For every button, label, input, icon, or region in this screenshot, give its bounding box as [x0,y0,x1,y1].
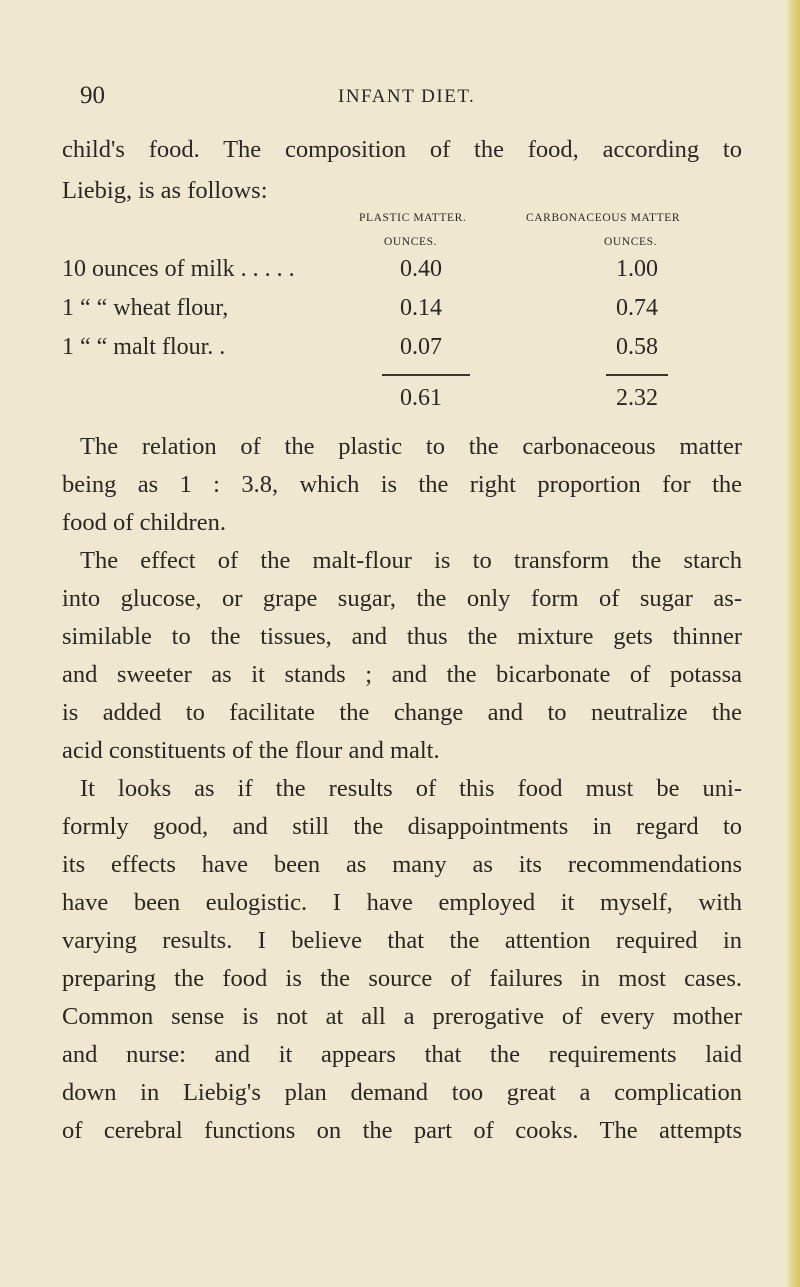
body-line: It looks as if the results of this food must be uni- [80,775,742,802]
table-total-carbonaceous: 2.32 [616,385,658,411]
table-cell-carbonaceous: 0.74 [616,295,658,321]
body-line: food of children. [62,509,226,536]
body-line: of cerebral functions on the part of cooks. The attempts [62,1117,742,1144]
table-cell-carbonaceous: 0.58 [616,334,658,360]
table-row-label: 1 “ “ malt flour. . [62,334,226,360]
table-cell-plastic: 0.07 [400,334,442,360]
column-heading-carbonaceous: CARBONACEOUS MATTER [526,212,681,224]
body-line: The relation of the plastic to the carbonaceous matter [80,433,742,460]
total-rule-plastic [382,374,470,376]
body-line: acid constituents of the flour and malt. [62,737,440,764]
body-line: similable to the tissues, and thus the mixture gets thinner [62,623,742,650]
body-line: formly good, and still the disappointments in regard to [62,813,742,840]
running-head [80,82,740,112]
column-unit-plastic: OUNCES. [384,236,438,248]
body-line: Common sense is not at all a prerogative of every mother [62,1003,742,1030]
body-line: being as 1 : 3.8, which is the right proportion for the [62,471,742,498]
page-number: 90 [80,82,105,109]
body-line: preparing the food is the source of failures in most cases. [62,965,742,992]
table-row-label: 1 “ “ wheat flour, [62,295,229,321]
body-line: have been eulogistic. I have employed it myself, with [62,889,742,916]
body-line: its effects have been as many as its recommendations [62,851,742,878]
total-rule-carbonaceous [606,374,668,376]
page-header-title: INFANT DIET. [338,86,476,107]
body-line: and nurse: and it appears that the requirements laid [62,1041,742,1068]
table-cell-plastic: 0.14 [400,295,442,321]
column-unit-carbonaceous: OUNCES. [604,236,658,248]
table-total-plastic: 0.61 [400,385,442,411]
body-line: is added to facilitate the change and to neutralize the [62,699,742,726]
body-line: and sweeter as it stands ; and the bicarbonate of potassa [62,661,742,688]
body-line: varying results. I believe that the attention required in [62,927,742,954]
body-line: The effect of the malt-flour is to transform the starch [80,547,742,574]
intro-line-1: child's food. The composition of the food, according to [62,136,742,163]
table-row-label: 10 ounces of milk . . . . . [62,256,295,282]
table-cell-plastic: 0.40 [400,256,442,282]
page-edge [786,0,800,1287]
body-line: into glucose, or grape sugar, the only form of sugar as- [62,585,742,612]
intro-line-2: Liebig, is as follows: [62,177,268,204]
table-cell-carbonaceous: 1.00 [616,256,658,282]
body-line: down in Liebig's plan demand too great a complication [62,1079,742,1106]
column-heading-plastic: PLASTIC MATTER. [359,212,467,224]
